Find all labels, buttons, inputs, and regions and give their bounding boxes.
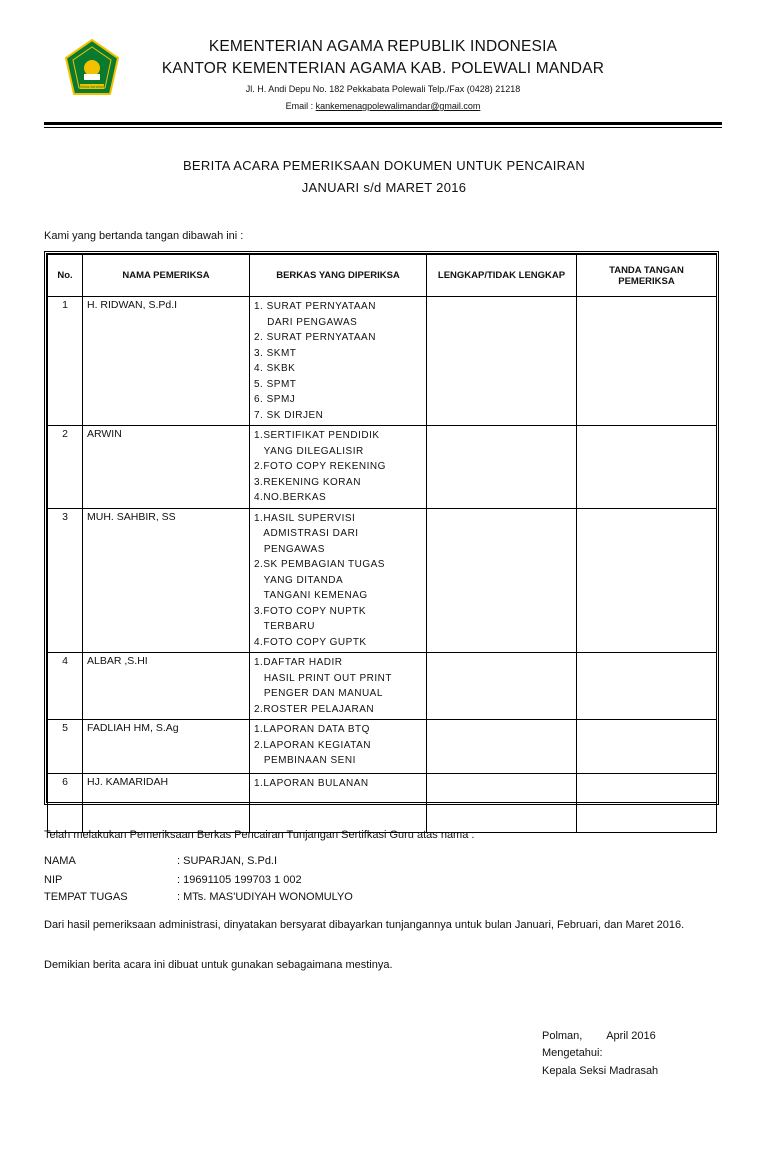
result-paragraph: Dari hasil pemeriksaan administrasi, dinyatakan bersyarat dibayarkan tunjangannya untuk bulan Januari, Februari, dan Maret 2016. <box>44 919 685 931</box>
row-nama: ARWIN <box>83 426 250 509</box>
berkas-line: 1.LAPORAN DATA BTQ <box>254 724 370 735</box>
row-no: 1 <box>48 297 83 426</box>
header-no: No. <box>48 255 83 297</box>
berkas-line: 3. SKMT <box>254 347 297 359</box>
berkas-line: 2.SK PEMBAGIAN TUGAS <box>254 559 385 570</box>
header-lengkap: LENGKAP/TIDAK LENGKAP <box>427 255 577 297</box>
header-rule-thick <box>44 122 722 125</box>
header-rule-thin <box>44 127 722 128</box>
berkas-line: PEMBINAAN SENI <box>254 755 356 766</box>
nip-label: NIP <box>44 874 63 886</box>
row-nama: H. RIDWAN, S.Pd.I <box>83 297 250 426</box>
ministry-name: KEMENTERIAN AGAMA REPUBLIK INDONESIA <box>208 38 558 55</box>
row-no: 4 <box>48 653 83 720</box>
berkas-line: YANG DILEGALISIR <box>254 445 364 457</box>
row-berkas <box>250 508 427 653</box>
berkas-line: PENGER DAN MANUAL <box>254 688 383 699</box>
row-berkas <box>250 297 427 426</box>
row-tanda-tangan <box>577 508 717 653</box>
header-nama: NAMA PEMERIKSA <box>83 255 250 297</box>
document-period: JANUARI s/d MARET 2016 <box>301 180 467 195</box>
nama-label: NAMA <box>44 855 76 867</box>
berkas-line: 2.LAPORAN KEGIATAN <box>254 739 371 751</box>
row-berkas <box>250 774 427 833</box>
row-no: 6 <box>48 774 83 833</box>
berkas-line: YANG DITANDA <box>254 574 344 586</box>
row-berkas <box>250 653 427 720</box>
berkas-line: 3.REKENING KORAN <box>254 476 361 488</box>
berkas-line: 3.FOTO COPY NUPTK <box>254 605 367 617</box>
row-nama: FADLIAH HM, S.Ag <box>83 720 250 774</box>
berkas-line: 2. SURAT PERNYATAAN <box>254 332 376 343</box>
berkas-line: 4.FOTO COPY GUPTK <box>254 636 367 648</box>
row-lengkap <box>427 426 577 509</box>
berkas-line: 4.NO.BERKAS <box>254 492 327 503</box>
row-lengkap <box>427 774 577 833</box>
berkas-line: 1.LAPORAN BULANAN <box>254 778 369 789</box>
sign-place-date: Polman, April 2016 <box>542 1030 656 1042</box>
table-row <box>48 774 717 833</box>
row-lengkap <box>427 297 577 426</box>
berkas-line: 1.HASIL SUPERVISI <box>254 512 356 524</box>
row-nama: HJ. KAMARIDAH <box>83 774 250 833</box>
row-berkas <box>250 426 427 509</box>
inspection-table-frame <box>44 251 719 805</box>
nip-value: : 19691105 199703 1 002 <box>177 874 302 886</box>
email-link[interactable]: kankemenagpolewalimandar@gmail.com <box>315 101 481 111</box>
row-no: 5 <box>48 720 83 774</box>
row-nama: ALBAR ,S.HI <box>83 653 250 720</box>
table-header-row <box>48 255 717 297</box>
berkas-line: 1.DAFTAR HADIR <box>254 657 343 668</box>
table-row <box>48 653 717 720</box>
table-row <box>48 720 717 774</box>
row-lengkap <box>427 508 577 653</box>
nama-value: : SUPARJAN, S.Pd.I <box>177 855 278 867</box>
row-lengkap <box>427 653 577 720</box>
row-tanda-tangan <box>577 720 717 774</box>
document-title: BERITA ACARA PEMERIKSAAN DOKUMEN UNTUK PENCAIRAN <box>182 158 586 173</box>
row-no: 3 <box>48 508 83 653</box>
berkas-line: DARI PENGAWAS <box>254 316 358 328</box>
intro-text: Kami yang bertanda tangan dibawah ini : <box>44 230 244 242</box>
berkas-line: 5. SPMT <box>254 378 297 390</box>
row-tanda-tangan <box>577 653 717 720</box>
table-row <box>48 426 717 509</box>
office-name: KANTOR KEMENTERIAN AGAMA KAB. POLEWALI MANDAR <box>161 60 605 77</box>
closing-paragraph: Demikian berita acara ini dibuat untuk gunakan sebagaimana mestinya. <box>44 959 393 971</box>
berkas-line: 1. SURAT PERNYATAAN <box>254 301 376 312</box>
row-tanda-tangan <box>577 297 717 426</box>
tempat-value: : MTs. MAS'UDIYAH WONOMULYO <box>177 891 353 903</box>
header-tanda-tangan: TANDA TANGAN PEMERIKSA <box>577 255 717 297</box>
row-berkas <box>250 720 427 774</box>
berkas-line: 2.FOTO COPY REKENING <box>254 461 386 472</box>
inspection-table <box>47 254 717 833</box>
berkas-line: TERBARU <box>254 621 315 632</box>
berkas-line: TANGANI KEMENAG <box>254 590 368 601</box>
berkas-line: ADMISTRASI DARI <box>254 528 359 539</box>
row-tanda-tangan <box>577 426 717 509</box>
berkas-line: 4. SKBK <box>254 363 296 374</box>
table-row <box>48 508 717 653</box>
office-address: Jl. H. Andi Depu No. 182 Pekkabata Polewali Telp./Fax (0428) 21218 <box>245 84 521 94</box>
row-tanda-tangan <box>577 774 717 833</box>
row-nama: MUH. SAHBIR, SS <box>83 508 250 653</box>
tempat-label: TEMPAT TUGAS <box>44 891 128 903</box>
table-row <box>48 297 717 426</box>
berkas-line: 7. SK DIRJEN <box>254 409 324 421</box>
email-label: Email : <box>285 101 316 111</box>
row-no: 2 <box>48 426 83 509</box>
berkas-line: HASIL PRINT OUT PRINT <box>254 672 392 684</box>
logo-motto: ikhlas beramal <box>80 85 104 89</box>
sign-known: Mengetahui: <box>542 1047 603 1059</box>
sign-title: Kepala Seksi Madrasah <box>542 1065 659 1077</box>
berkas-line: PENGAWAS <box>254 543 325 555</box>
berkas-line: 1.SERTIFIKAT PENDIDIK <box>254 430 380 441</box>
berkas-line: 6. SPMJ <box>254 394 296 405</box>
office-email-line <box>150 101 616 111</box>
header-berkas: BERKAS YANG DIPERIKSA <box>250 255 427 297</box>
row-lengkap <box>427 720 577 774</box>
berkas-line: 2.ROSTER PELAJARAN <box>254 703 375 715</box>
statement-text: Telah melakukan Pemeriksaan Berkas Pencairan Tunjangan Sertifkasi Guru atas nama : <box>44 829 475 841</box>
kemenag-logo <box>62 38 122 98</box>
